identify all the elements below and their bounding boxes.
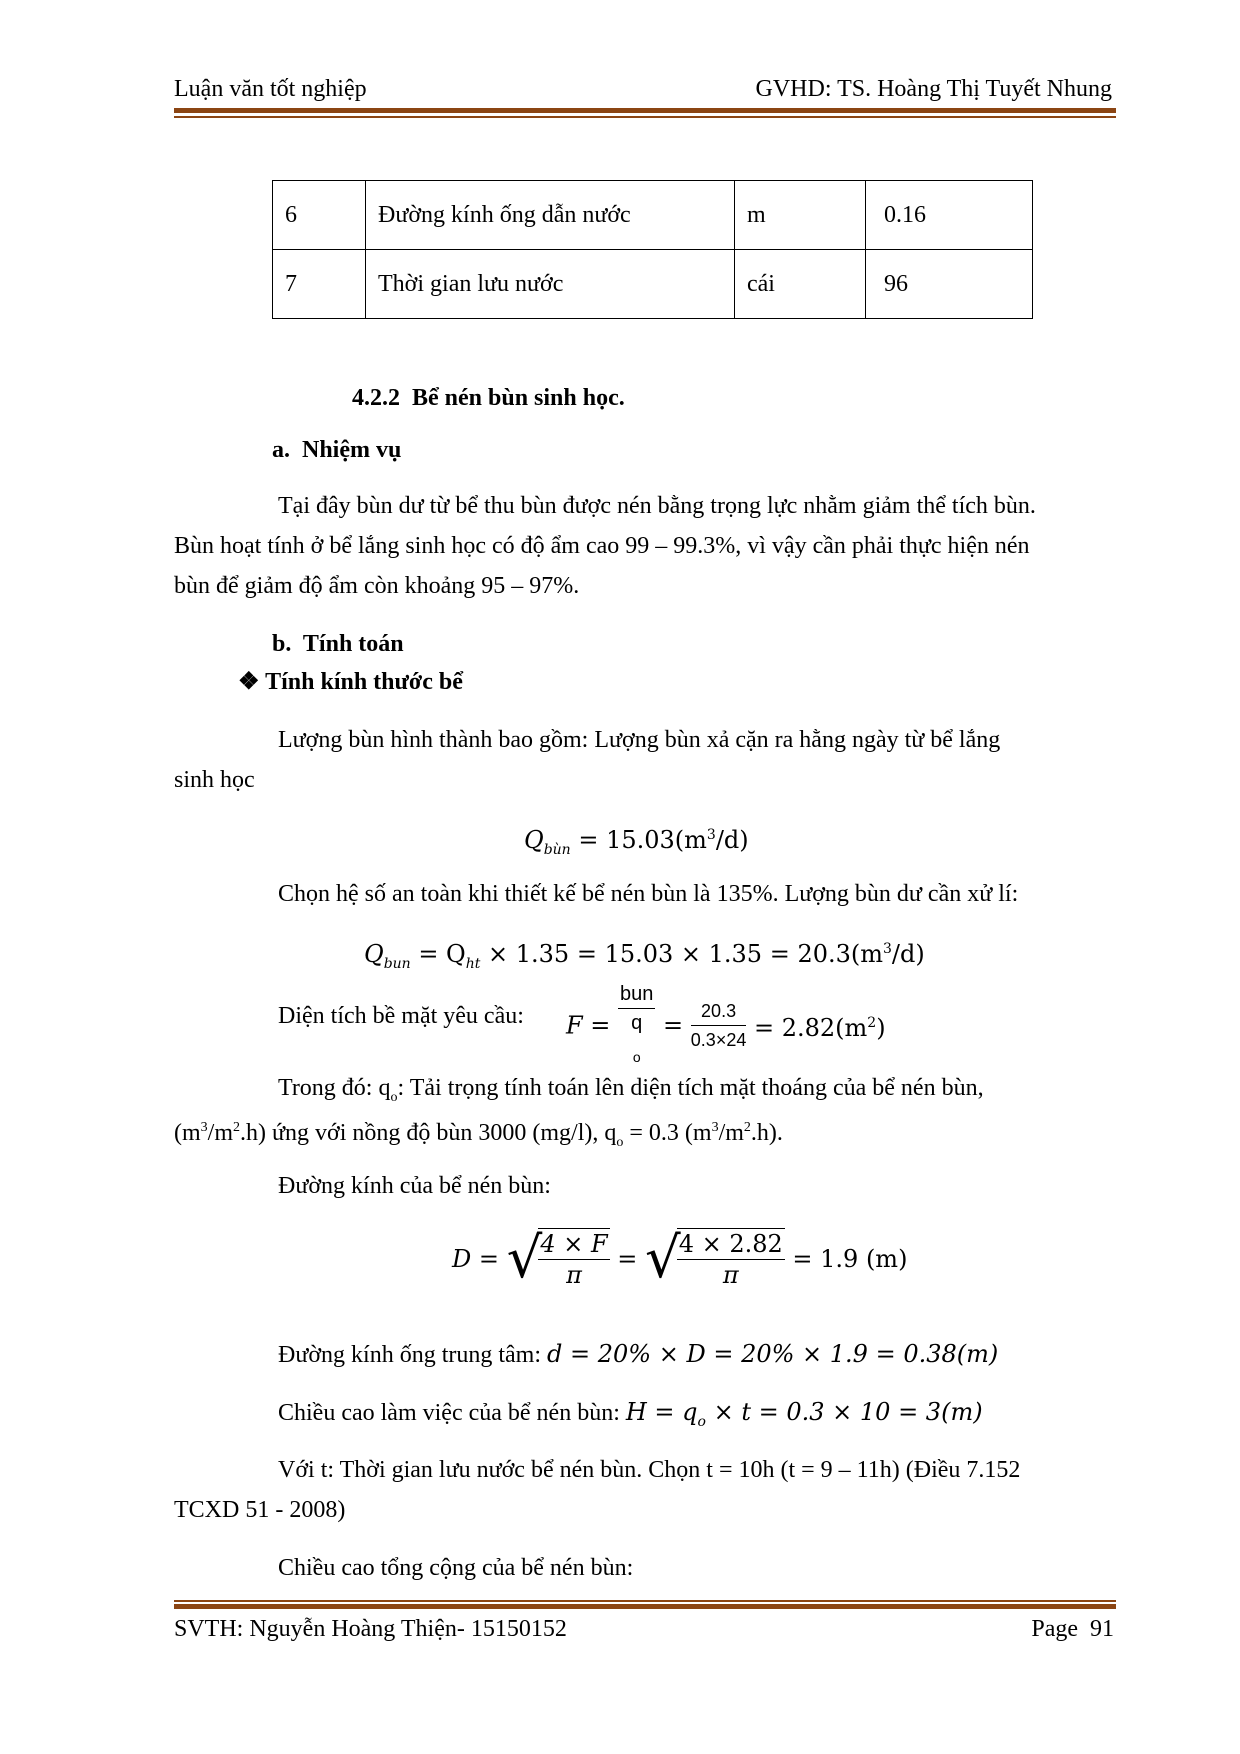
para-a-line2: Bùn hoạt tính ở bể lắng sinh học có độ ẩm cao 99 – 99.3%, vì vậy cần phải thực hiện nén [174,533,1030,559]
para-a-line3: bùn để giảm độ ẩm còn khoảng 95 – 97%. [174,573,580,599]
table-row [273,181,1033,250]
para-8-line1: Với t: Thời gian lưu nước bể nén bùn. Chọn t = 10h (t = 9 – 11h) (Điều 7.152 [278,1457,1021,1483]
header-left: Luận văn tốt nghiệp [174,76,367,102]
header-rule-thin [174,116,1116,118]
header-rule-thick [174,108,1116,113]
para-9: Chiều cao tổng cộng của bể nén bùn: [278,1555,634,1581]
table-row [273,250,1033,319]
footer-rule-thin [174,1600,1116,1602]
table-cell-value: 0.16 [866,181,1033,250]
area-label: Diện tích bề mặt yêu cầu: [278,1003,524,1029]
bullet-heading: ❖ Tính kính thước bể [238,669,463,695]
equation-q-bun-design: $Q_{bun} = Q_{ht} \times 1.35 = 15.03 \times 1.35 = 20.3(m^3/d)$ [364,940,925,972]
equation-q-bun: $Q_{bùn} = 15.03(m^3/d)$ [524,826,749,858]
page-number: Page 91 [1031,1616,1114,1642]
diamond-bullet-icon: ❖ [238,669,260,695]
para-5: Đường kính của bể nén bùn: [278,1173,551,1199]
table-cell-no: 7 [273,250,366,319]
para-1-line2: sinh học [174,767,255,793]
header-right: GVHD: TS. Hoàng Thị Tuyết Nhung [755,76,1112,102]
para-7: Chiều cao làm việc của bể nén bùn: $H = q_o \times t = 0.3 \times 10 = 3(m)$ [278,1398,983,1430]
subsection-a-title: a. Nhiệm vụ [272,437,402,463]
footer-rule-thick [174,1604,1116,1609]
equation-area: F = bun q $_o$ = $\frac{20.3}{0.3\times 24}$ = $2.82(m^2)$ [566,980,886,1071]
table-cell-value: 96 [866,250,1033,319]
subsection-b-title: b. Tính toán [272,631,404,657]
para-2: Chọn hệ số an toàn khi thiết kế bể nén bùn là 135%. Lượng bùn dư cần xử lí: [278,881,1019,907]
table-cell-name: Thời gian lưu nước [366,250,735,319]
para-6: Đường kính ống trung tâm: d = 20% × D = 20% × 1.9 = 0.38(m) [278,1340,999,1368]
table-cell-no: 6 [273,181,366,250]
para-8-line2: TCXD 51 - 2008) [174,1497,346,1523]
table-cell-unit: cái [735,250,866,319]
para-1-line1: Lượng bùn hình thành bao gồm: Lượng bùn xả cặn ra hằng ngày từ bể lắng [278,727,1001,753]
para-4-line2: $(m^3/m^2.h)$ ứng với nồng độ bùn 3000 (mg/l), $q_o = 0.3$ $(m^3/m^2.h)$. [174,1120,783,1150]
parameter-table [272,180,1033,319]
section-title: 4.2.2 Bể nén bùn sinh học. [352,385,625,411]
para-4-line1: Trong đó: $q_o$: Tải trọng tính toán lên diện tích mặt thoáng của bể nén bùn, [278,1075,984,1105]
table-cell-name: Đường kính ống dẫn nước [366,181,735,250]
equation-diameter: D = √ $\frac{4 \times F}{\pi}$ = √ $\frac{4 \times 2.82}{\pi}$ = 1.9 (m) [452,1226,908,1291]
footer-left: SVTH: Nguyễn Hoàng Thiện- 15150152 [174,1616,567,1642]
para-a-line1: Tại đây bùn dư từ bể thu bùn được nén bằng trọng lực nhằm giảm thể tích bùn. [278,493,1036,519]
table-cell-unit: m [735,181,866,250]
